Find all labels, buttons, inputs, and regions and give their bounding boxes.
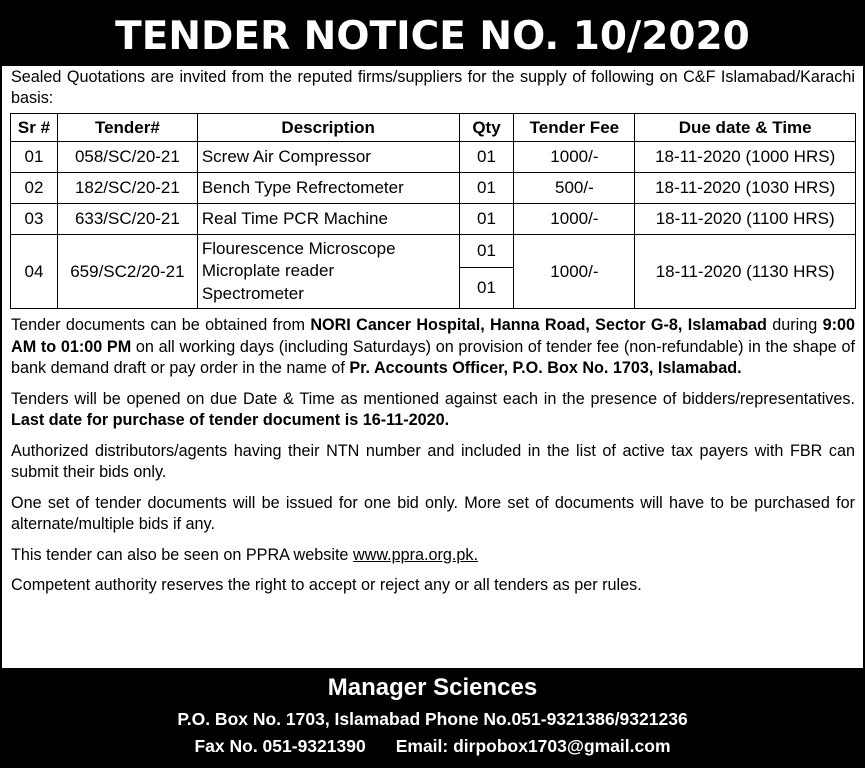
cell-tender: 182/SC/20-21	[57, 173, 197, 204]
footer-name: Manager Sciences	[327, 674, 538, 701]
table-row	[11, 173, 856, 204]
header-description: Description	[197, 114, 459, 142]
intro-text: Sealed Quotations are invited from the reputed firms/suppliers for the supply of following on C&F Islamabad/Karachi basis:	[11, 68, 855, 107]
cell-description: Real Time PCR Machine	[197, 204, 459, 235]
cell-description	[197, 235, 459, 309]
cell-sr: 04	[11, 235, 58, 309]
cell-due: 18-11-2020 (1030 HRS)	[635, 173, 856, 204]
ppra-link[interactable]: www.ppra.org.pk.	[352, 545, 478, 564]
header-sr: Sr #	[11, 114, 58, 142]
header-qty: Qty	[459, 114, 514, 142]
cell-description: Screw Air Compressor	[197, 142, 459, 173]
notice-title: TENDER NOTICE NO. 10/2020	[0, 0, 865, 66]
cell-tender: 633/SC/20-21	[57, 204, 197, 235]
table-header-row	[11, 114, 856, 142]
cell-qty: 01	[459, 204, 514, 235]
description-line: Flourescence Microscope	[201, 238, 396, 258]
footer-address: P.O. Box No. 1703, Islamabad Phone No.051-9321386/9321236	[177, 709, 688, 729]
cell-due: 18-11-2020 (1130 HRS)	[635, 235, 856, 309]
cell-qty: 01	[459, 142, 514, 173]
paragraph-documents: Tender documents can be obtained from NORI Cancer Hospital, Hanna Road, Sector G-8, Islamabad during 9:00 AM to 01:00 PM on all working days (including Saturdays) on provision of tender fee (non-refundable) in the shape of bank demand draft or pay order in the name of Pr. Accounts Officer, P.O. Box No. 1703, Islamabad.	[11, 316, 855, 377]
footer-fax-email	[0, 733, 865, 760]
notice-body	[2, 66, 863, 668]
cell-fee: 500/-	[514, 173, 635, 204]
cell-sr: 03	[11, 204, 58, 235]
cell-qty: 01	[459, 173, 514, 204]
cell-qty: 01	[459, 235, 514, 268]
header-tender: Tender#	[57, 114, 197, 142]
footer-contact	[0, 668, 865, 768]
footer-fax: Fax No. 051-9321390	[194, 736, 366, 756]
cell-sr: 02	[11, 173, 58, 204]
cell-fee: 1000/-	[514, 235, 635, 309]
tender-table	[10, 113, 856, 309]
header-due-date: Due date & Time	[635, 114, 856, 142]
paragraph-opening: Tenders will be opened on due Date & Time as mentioned against each in the presence of bidders/representatives. Last date for purchase of tender document is 16-11-2020.	[11, 389, 855, 429]
paragraph-distributors: Authorized distributors/agents having their NTN number and included in the list of active tax payers with FBR can submit their bids only.	[11, 441, 855, 481]
footer-email: Email: dirpobox1703@gmail.com	[395, 736, 671, 756]
table-row	[11, 204, 856, 235]
cell-fee: 1000/-	[514, 204, 635, 235]
table-row	[11, 235, 856, 268]
paragraph-sets: One set of tender documents will be issued for one bid only. More set of documents will have to be purchased for alternate/multiple bids if any.	[11, 493, 855, 533]
description-line: Spectrometer	[201, 283, 304, 303]
cell-tender: 659/SC2/20-21	[57, 235, 197, 309]
cell-due: 18-11-2020 (1000 HRS)	[635, 142, 856, 173]
header-tender-fee: Tender Fee	[514, 114, 635, 142]
cell-description: Bench Type Refrectometer	[197, 173, 459, 204]
paragraph-authority: Competent authority reserves the right to accept or reject any or all tenders as per rules.	[11, 576, 642, 594]
paragraph-ppra: This tender can also be seen on PPRA website www.ppra.org.pk.	[11, 545, 478, 564]
cell-tender: 058/SC/20-21	[57, 142, 197, 173]
cell-fee: 1000/-	[514, 142, 635, 173]
description-line: Microplate reader	[201, 261, 335, 281]
cell-sr: 01	[11, 142, 58, 173]
table-row	[11, 142, 856, 173]
cell-qty: 01	[459, 268, 514, 309]
cell-due: 18-11-2020 (1100 HRS)	[635, 204, 856, 235]
